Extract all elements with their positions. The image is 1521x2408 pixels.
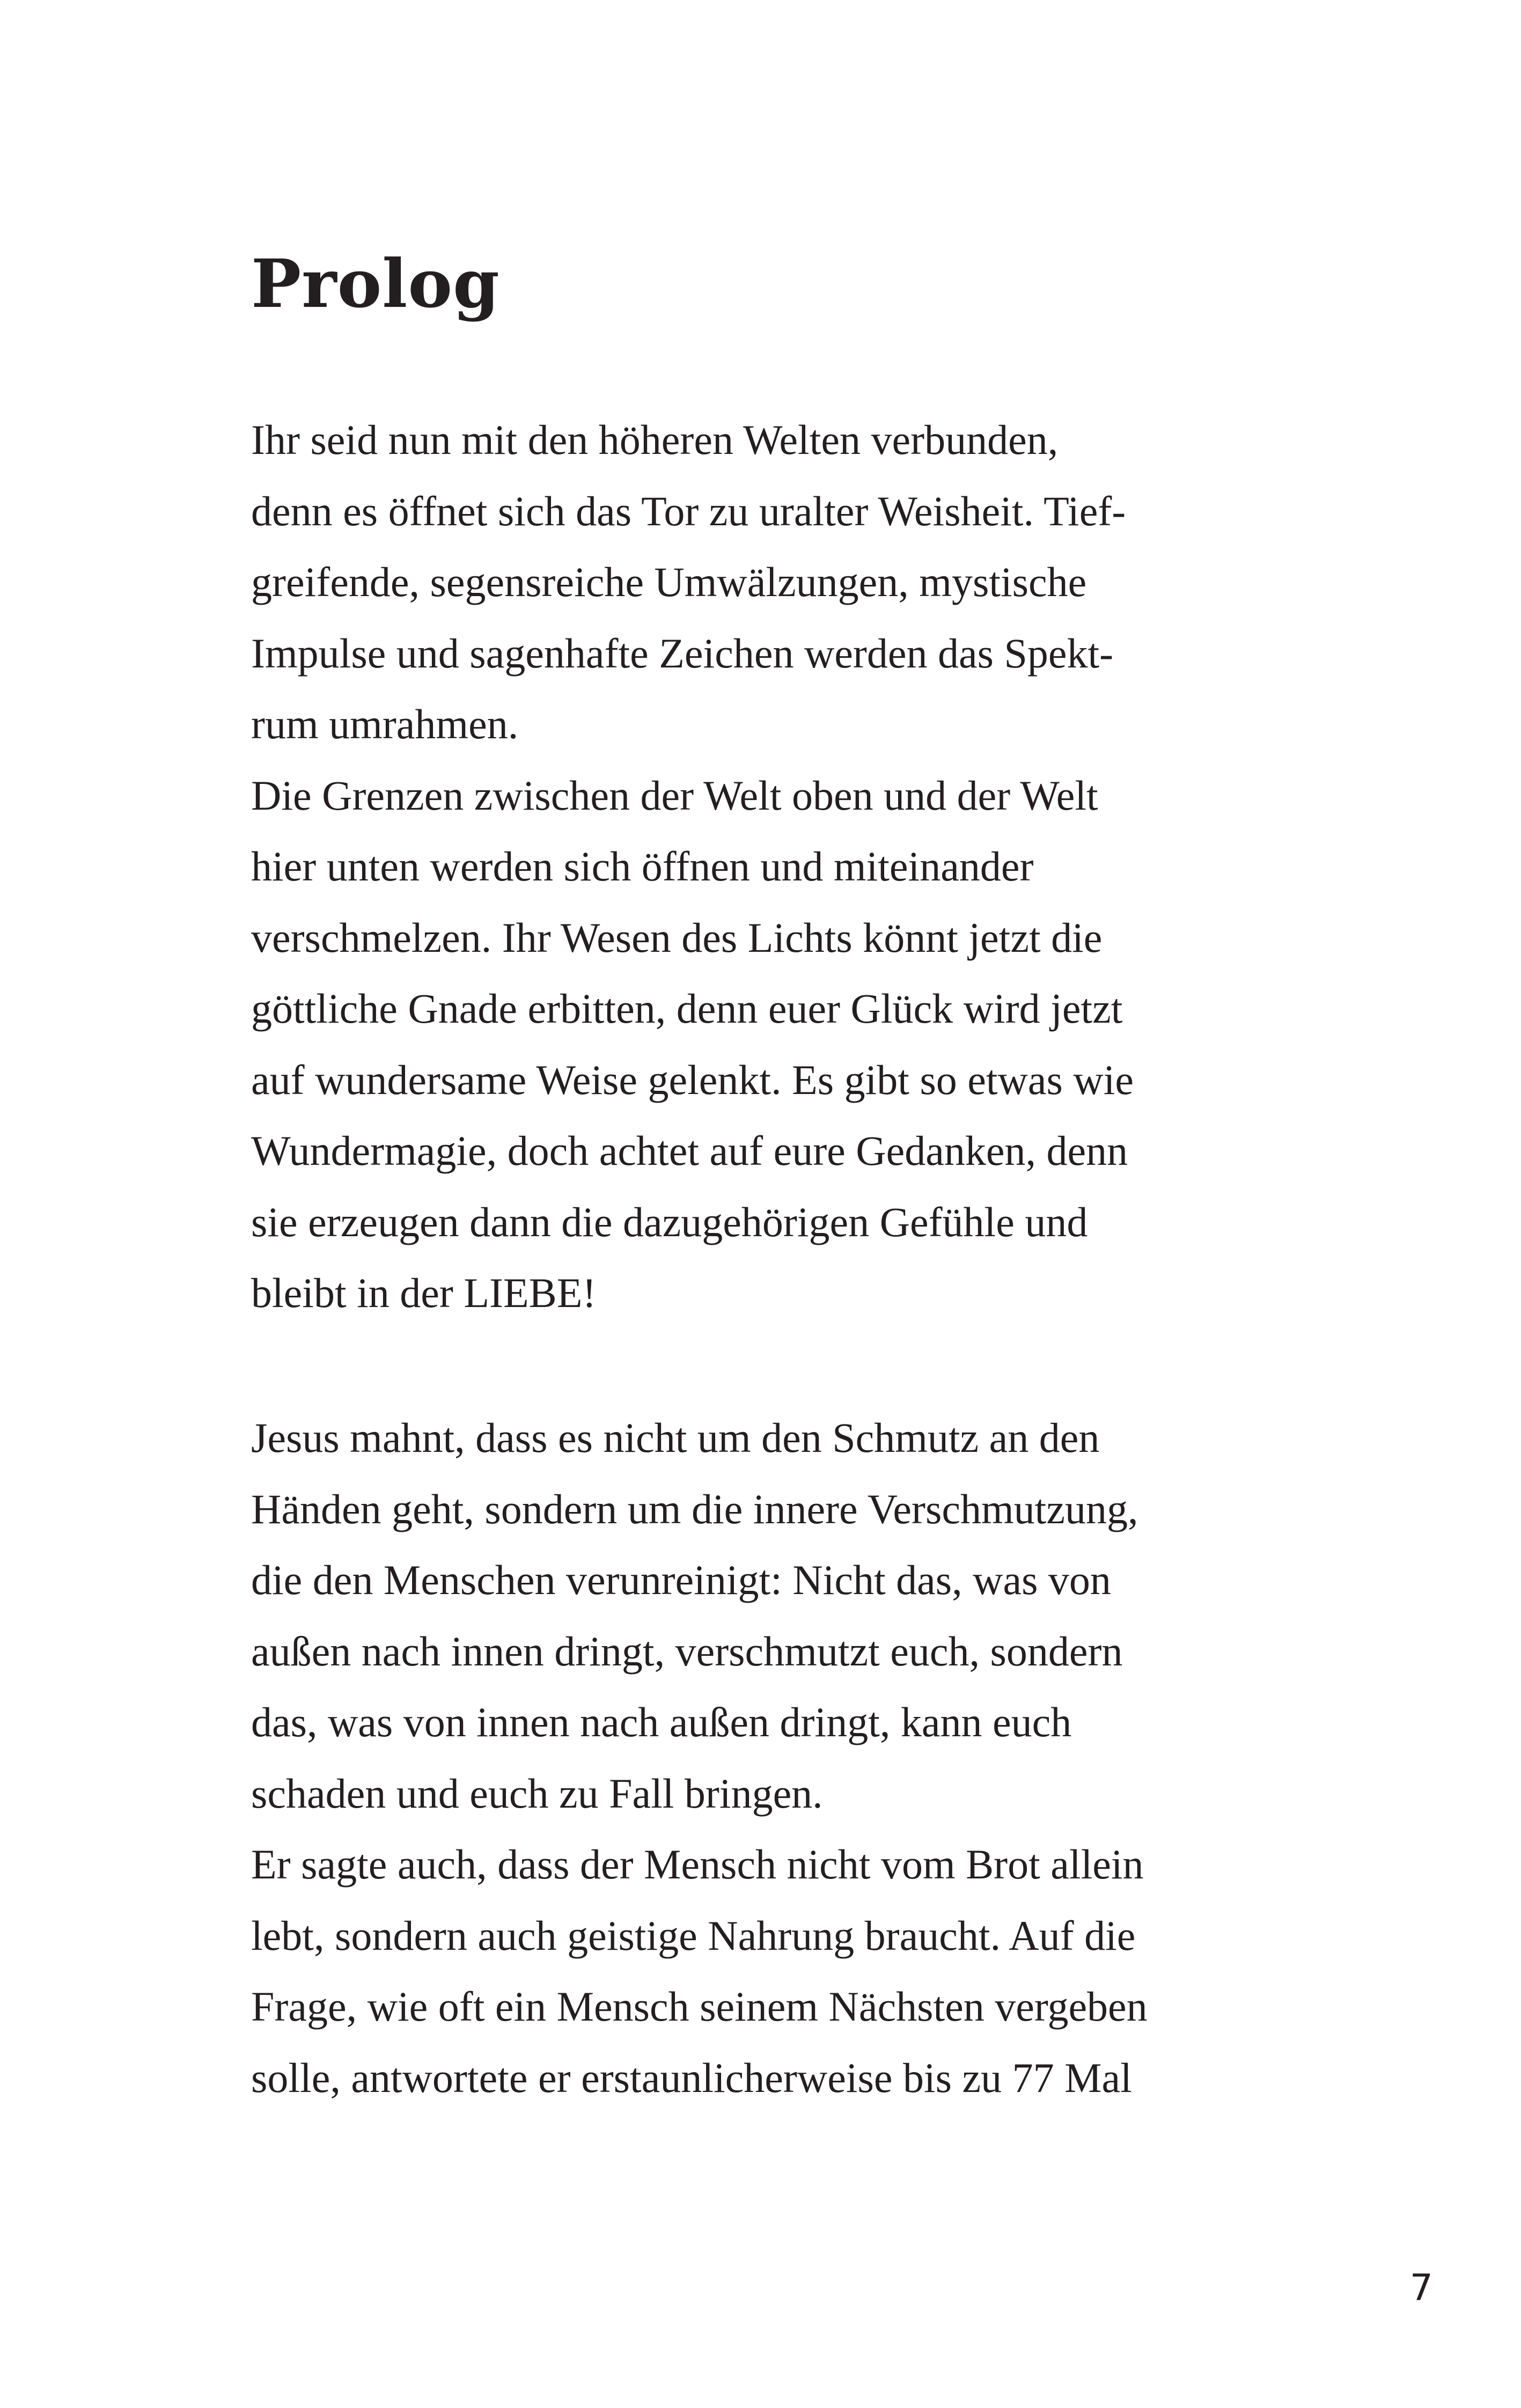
paragraph-1 [251,405,1303,1329]
text-line: das, was von innen nach außen dringt, kann euch [251,1699,1072,1745]
text-line: Jesus mahnt, dass es nicht um den Schmutz an den [251,1414,1100,1461]
page-number: 7 [1409,2267,1433,2309]
text-line: denn es öffnet sich das Tor zu uralter Weisheit. Tief- [251,487,1126,534]
text-line: die den Menschen verunreinigt: Nicht das, was von [251,1557,1111,1603]
text-line: schaden und euch zu Fall bringen. [251,1770,823,1817]
text-line: Die Grenzen zwischen der Welt oben und der Welt [251,772,1098,819]
text-line: Wundermagie, doch achtet auf eure Gedanken, denn [251,1127,1128,1174]
text-line: sie erzeugen dann die dazugehörigen Gefühle und [251,1198,1088,1245]
text-line: lebt, sondern auch geistige Nahrung braucht. Auf die [251,1912,1136,1959]
text-line: bleibt in der LIEBE! [251,1269,597,1316]
paragraph-2 [251,1403,1303,2113]
text-line: Ihr seid nun mit den höheren Welten verbunden, [251,416,1059,463]
text-line: außen nach innen dringt, verschmutzt euch, sondern [251,1627,1123,1675]
text-line: auf wundersame Weise gelenkt. Es gibt so etwas wie [251,1056,1134,1103]
text-line: solle, antwortete er erstaunlicherweise bis zu 77 Mal [251,2054,1132,2101]
page-title: Prolog [251,245,500,323]
text-line: Händen geht, sondern um die innere Verschmutzung, [251,1485,1138,1532]
text-line: Frage, wie oft ein Mensch seinem Nächsten vergeben [251,1983,1148,2030]
text-line: Er sagte auch, dass der Mensch nicht vom Brot allein [251,1841,1144,1888]
text-line: greifende, segensreiche Umwälzungen, mystische [251,559,1087,605]
text-line: göttliche Gnade erbitten, denn euer Glück wird jetzt [251,985,1123,1032]
text-line: Impulse und sagenhafte Zeichen werden das Spekt- [251,629,1114,677]
text-line: rum umrahmen. [251,701,519,747]
text-line: verschmelzen. Ihr Wesen des Lichts könnt jetzt die [251,914,1103,961]
text-line: hier unten werden sich öffnen und miteinander [251,843,1034,890]
